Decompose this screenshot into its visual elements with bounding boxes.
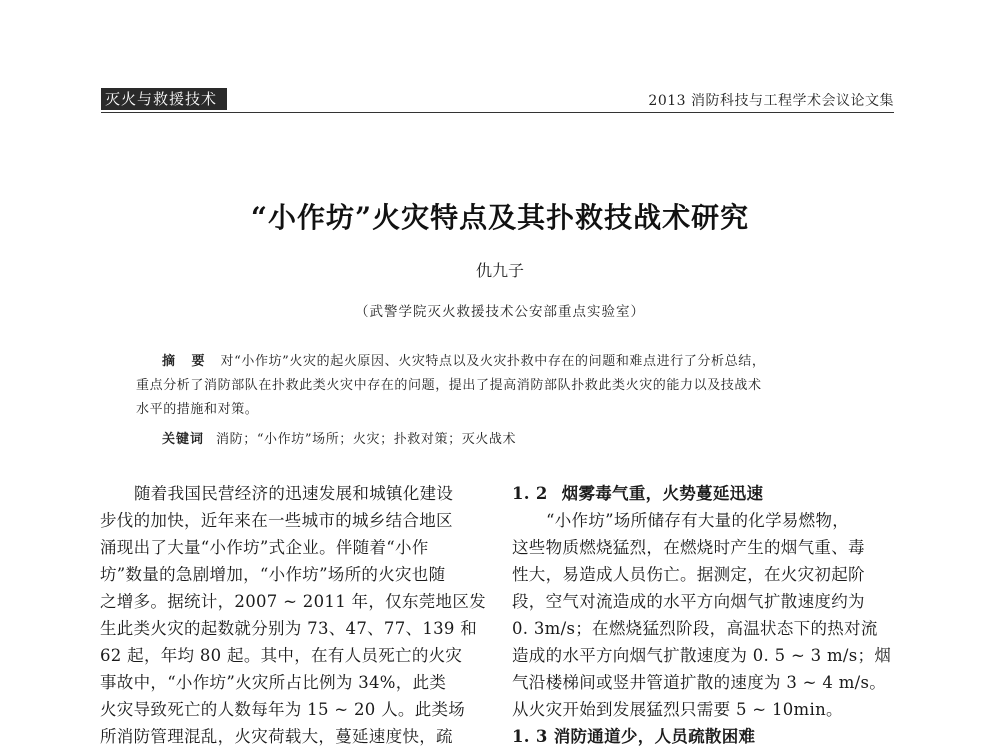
body-left-line: 生此类火灾的起数就分别为 73、47、77、139 和 [100,619,478,638]
body-right-line: 0. 3m/s；在燃烧猛烈阶段，高温状态下的热对流 [512,619,878,638]
proceedings-title: 2013 消防科技与工程学术会议论文集 [648,93,894,109]
body-left-line: 之增多。据统计，2007 ~ 2011 年，仅东莞地区发 [100,592,486,611]
body-left-line: 随着我国民营经济的迅速发展和城镇化建设 [134,484,454,503]
body-right-line: 性大，易造成人员伤亡。据测定，在火灾初起阶 [512,565,865,584]
abstract-text-1: 对“小作坊”火灾的起火原因、火灾特点以及火灾扑救中存在的问题和难点进行了分析总结， [220,354,766,369]
paper-affiliation: （武警学院灭火救援技术公安部重点实验室） [355,304,645,320]
abstract [136,350,876,422]
body-left-line-clipped: 所消防管理混乱，火灾荷载大，蔓延速度快，疏 [100,727,453,746]
section-tag: 灭火与救援技术 [101,88,227,110]
body-right-line: 造成的水平方向烟气扩散速度为 0. 5 ~ 3 m/s；烟 [512,646,892,665]
body-left-column [100,480,488,746]
body-left-line: 步伐的加快，近年来在一些城市的城乡结合地区 [100,511,453,530]
body-left-line: 坊”数量的急剧增加，“小作坊”场所的火灾也随 [100,565,446,584]
abstract-line-1 [136,350,876,374]
body-right-line: 这些物质燃烧猛烈，在燃烧时产生的烟气重、毒 [512,538,865,557]
paper-title: “小作坊”火灾特点及其扑救技战术研究 [250,201,750,234]
keywords-text: 消防；“小作坊”场所；火灾；扑救对策；灭火战术 [216,432,517,447]
body-right-line: “小作坊”场所储存有大量的化学易燃物， [546,511,850,530]
section-heading-1-2 [512,480,900,507]
body-left-line: 事故中，“小作坊”火灾所占比例为 34%，此类 [100,673,447,692]
body-left-line: 涌现出了大量“小作坊”式企业。伴随着“小作 [100,538,429,557]
body-right-line: 从火灾开始到发展猛烈只需要 5 ~ 10min。 [512,700,843,719]
keywords-label: 关键词 [162,432,205,447]
abstract-label: 摘 要 [162,354,211,369]
abstract-line-2: 重点分析了消防部队在扑救此类火灾中存在的问题，提出了提高消防部队扑救此类火灾的能力以及技战术 [136,378,762,393]
abstract-line-3: 水平的措施和对策。 [136,402,259,417]
body-left-line: 62 起，年均 80 起。其中，在有人员死亡的火灾 [100,646,463,665]
section-heading-1-3-clipped: 1. 3 消防通道少，人员疏散困难 [512,727,756,746]
body-right-line: 段，空气对流造成的水平方向烟气扩散速度约为 [512,592,865,611]
header-rule [101,112,894,113]
keywords [162,428,516,447]
body-right-column [512,480,900,746]
section-title: 烟雾毒气重，火势蔓延迅速 [561,484,764,503]
paper-author: 仇九子 [475,261,524,280]
body-left-line: 火灾导致死亡的人数每年为 15 ~ 20 人。此类场 [100,700,466,719]
body-right-line: 气沿楼梯间或竖井管道扩散的速度为 3 ~ 4 m/s。 [512,673,887,692]
section-number: 1. 2 [512,484,548,503]
